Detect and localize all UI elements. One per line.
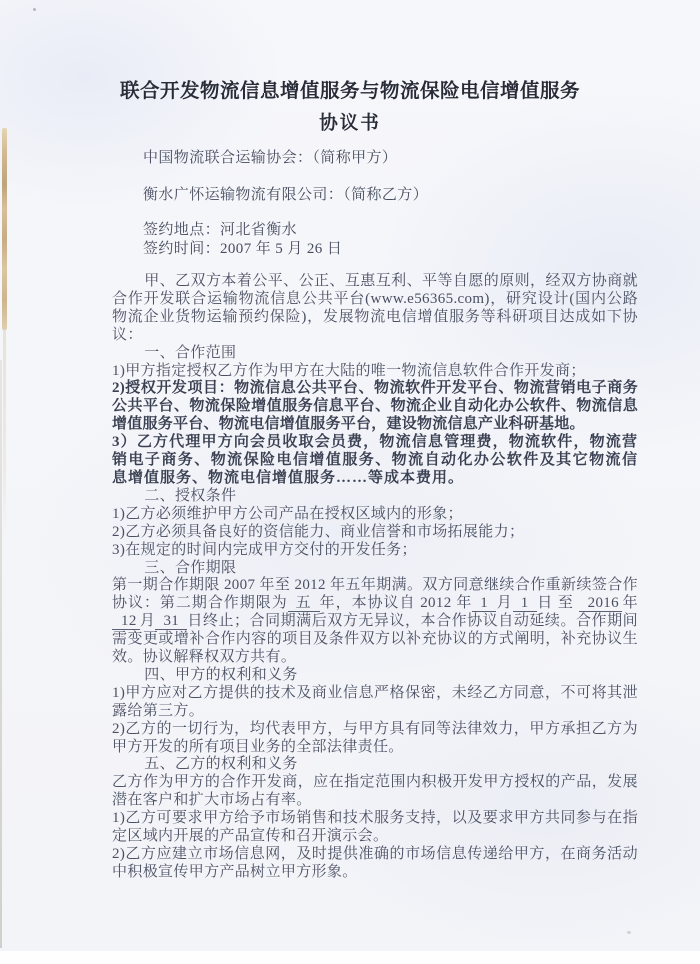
section1-item3: 3）乙方代理甲方向会员收取会员费，物流信息管理费，物流软件，物流营销电子商务、物流保险电信增值服务、物流自动化办公软件及其它物流信息增值服务、物流电信增值服务……等成本费用。 (112, 434, 638, 486)
term-blank-end-month: 12 (112, 613, 140, 630)
signing-date-line: 签约时间：2007 年 5 月 26 日 (143, 241, 343, 257)
section4-heading: 四、甲方的权利和义务 (144, 666, 298, 683)
document-title-line1: 联合开发物流信息增值服务与物流保险电信增值服务 (119, 81, 580, 102)
term-blank-start-month: 1 (472, 595, 496, 612)
section2-item3: 3)在规定的时间内完成甲方交付的开发任务； (112, 541, 417, 558)
section5-item2: 2)乙方应建立市场信息网，及时提供准确的市场信息传递给甲方，在商务活动中积极宣传甲方产品树立甲方形象。 (112, 846, 638, 880)
preamble-paragraph: 甲、乙双方本着公平、公正、互惠互利、平等自愿的原则，经双方协商就合作开发联合运输物流信息公共平台(www.e56365.com)，研究设计(国内公路物流企业货物运输预约保险)，发展物流电信增值服务等科研项目达成如下协议： (112, 273, 638, 343)
section2-item2: 2)乙方必须具备良好的资信能力、商业信誉和市场拓展能力； (112, 523, 525, 540)
signing-place-line: 签约地点：河北省衡水 (143, 222, 298, 238)
section1-heading: 一、合作范围 (144, 344, 237, 361)
section2-heading: 二、授权条件 (144, 487, 237, 504)
term-text: 第一期合作期限 2007 年至 2012 年五年期满。双方同意继续合作重新续签合作协议：第二期合作期限为 (112, 577, 638, 612)
document-title-line2: 协议书 (319, 114, 381, 134)
term-text: 日终止；合同期满后双方无异议，本合作协议自动延续。合作期间需变更或增补合作内容的项目及条件双方以补充协议的方式阐明，补充协议生效。协议解释权双方共有。 (112, 613, 638, 666)
term-text: 月 (496, 595, 513, 612)
section3-heading: 三、合作期限 (144, 559, 237, 576)
section4-item2: 2)乙方的一切行为，均代表甲方，与甲方具有同等法律效力，甲方承担乙方为甲方开发的所有项目业务的全部法律责任。 (112, 720, 638, 755)
parties-and-signing-block (143, 149, 700, 259)
section5-item1: 1)乙方可要求甲方给予市场销售和技术服务支持，以及要求甲方共同参与在指定区域内开展的产品宣传和召开演示会。 (112, 810, 638, 845)
section2-item1: 1)乙方必须维护甲方公司产品在授权区域内的形象； (112, 505, 463, 522)
section5-intro: 乙方作为甲方的合作开发商，应在指定范围内积极开发甲方授权的产品，发展潜在客户和扩大市场占有率。 (112, 774, 638, 809)
party-a-line: 中国物流联合运输协会：（简称甲方） (143, 150, 398, 166)
agreement-body (112, 273, 638, 882)
party-b-line: 衡水广怀运输物流有限公司：（简称乙方） (143, 187, 429, 203)
term-blank-start-day: 1 (513, 595, 537, 612)
term-text: 月 (139, 613, 156, 630)
term-text: 日 至 (536, 595, 579, 612)
section1-item1: 1)甲方指定授权乙方作为甲方在大陆的唯一物流信息软件合作开发商； (112, 362, 586, 379)
section1-item2: 2)授权开发项目：物流信息公共平台、物流软件开发平台、物流营销电子商务公共平台、物流保险增值服务信息平台、物流企业自动化办公软件、物流信息增值服务平台、物流电信增值服务平台，建设物流信息产业科研基地。 (112, 380, 638, 433)
term-text: 年，本协议自 2012 年 (319, 595, 473, 612)
section4-item1: 1)甲方应对乙方提供的技术及商业信息严格保密，未经乙方同意，不可将其泄露给第三方。 (112, 684, 638, 719)
term-blank-years: 五 (288, 595, 320, 612)
term-blank-end-year: 2016 (579, 595, 622, 612)
section5-heading: 五、乙方的权利和义务 (144, 756, 298, 773)
section3-term-paragraph (112, 577, 638, 667)
term-text: 年 (622, 595, 638, 612)
term-blank-end-day: 31 (155, 613, 187, 630)
